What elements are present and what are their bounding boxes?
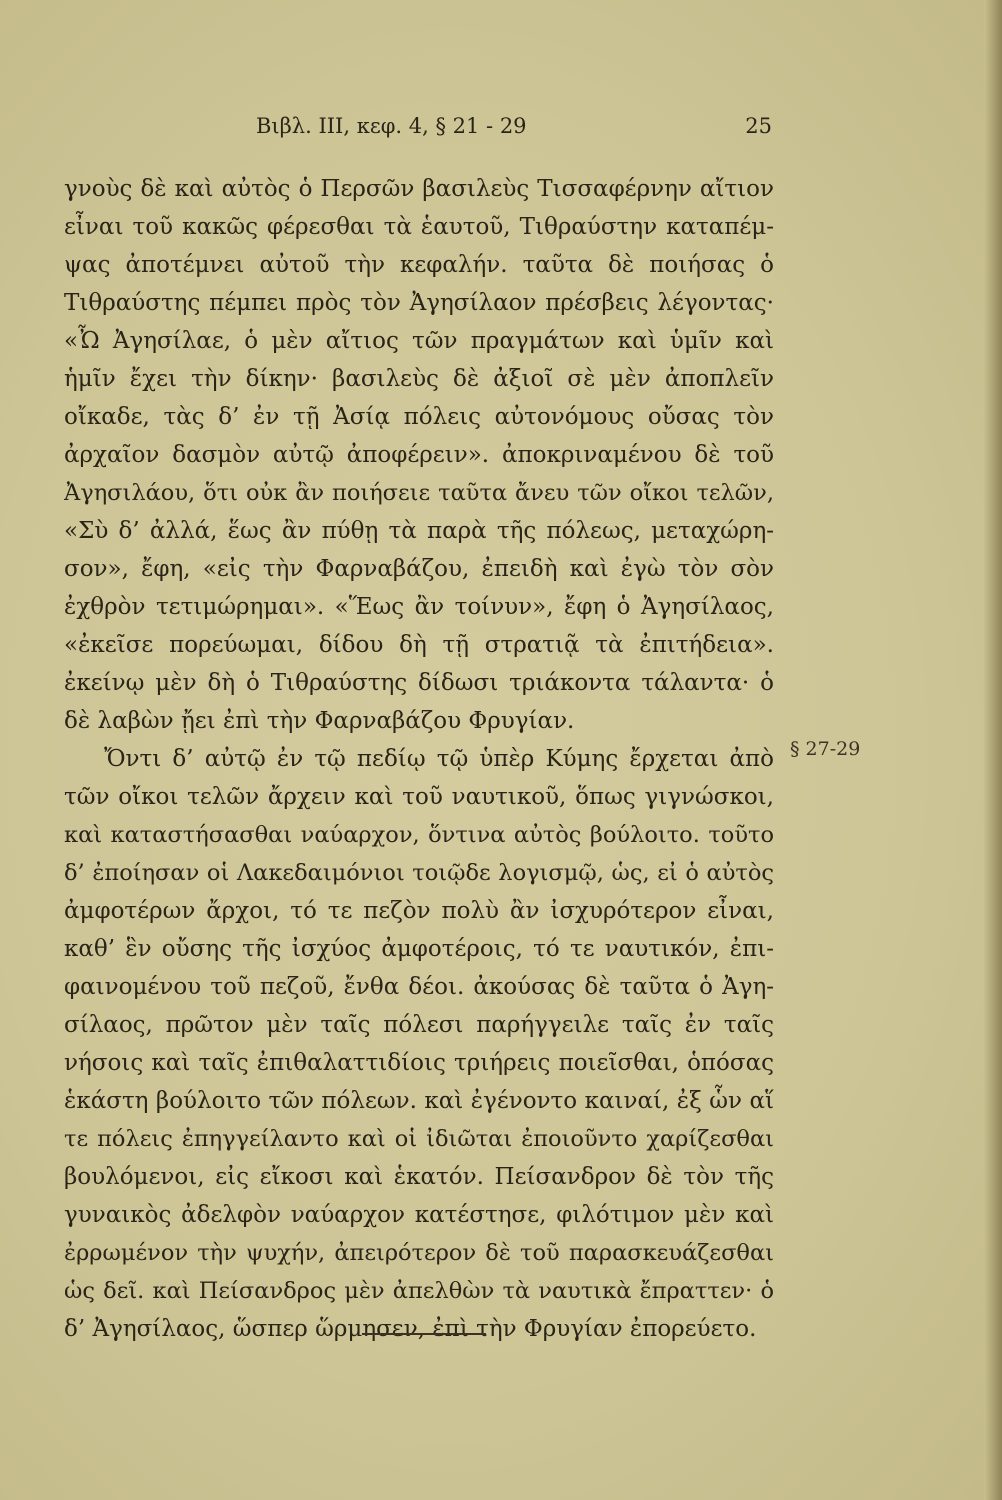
text-line: νήσοις καὶ ταῖς ἐπιθαλαττιδίοις τριήρεις ποιεῖσθαι, ὁπόσας	[64, 1050, 774, 1076]
page-edge-shadow	[984, 0, 1002, 1500]
text-line: γυναικὸς ἀδελφὸν ναύαρχον κατέστησε, φιλότιμον μὲν καὶ	[64, 1202, 774, 1228]
margin-section-note: § 27-29	[790, 738, 861, 760]
text-line: ἐκείνῳ μὲν δὴ ὁ Τιθραύστης δίδωσι τριάκοντα τάλαντα· ὁ	[64, 670, 774, 696]
body-text	[64, 170, 774, 1348]
paragraph-first-line: Ὄντι δ’ αὐτῷ ἐν τῷ πεδίῳ τῷ ὑπὲρ Κύμης ἔρχεται ἀπὸ	[104, 746, 774, 772]
text-line: «Σὺ δ’ ἀλλά, ἕως ἂν πύθῃ τὰ παρὰ τῆς πόλεως, μεταχώρη-	[64, 518, 774, 544]
text-line: σον», ἔφη, «εἰς τὴν Φαρναβάζου, ἐπειδὴ καὶ ἐγὼ τὸν σὸν	[64, 556, 774, 582]
text-line: βουλόμενοι, εἰς εἴκοσι καὶ ἑκατόν. Πείσανδρον δὲ τὸν τῆς	[64, 1164, 774, 1190]
text-line: Ἀγησιλάου, ὅτι οὐκ ἂν ποιήσειε ταῦτα ἄνευ τῶν οἴκοι τελῶν,	[64, 480, 774, 506]
text-line: δ’ ἐποίησαν οἱ Λακεδαιμόνιοι τοιῷδε λογισμῷ, ὡς, εἰ ὁ αὐτὸς	[64, 860, 774, 886]
text-line: δὲ λαβὼν ᾔει ἐπὶ τὴν Φαρναβάζου Φρυγίαν.	[64, 708, 575, 734]
text-line: φαινομένου τοῦ πεζοῦ, ἔνθα δέοι. ἀκούσας δὲ ταῦτα ὁ Ἀγη-	[64, 974, 774, 1000]
text-line: σίλαος, πρῶτον μὲν ταῖς πόλεσι παρήγγειλε ταῖς ἐν ταῖς	[64, 1012, 774, 1038]
text-line: ψας ἀποτέμνει αὐτοῦ τὴν κεφαλήν. ταῦτα δὲ ποιήσας ὁ	[64, 252, 774, 278]
text-line: ὡς δεῖ. καὶ Πείσανδρος μὲν ἀπελθὼν τὰ ναυτικὰ ἔπραττεν· ὁ	[64, 1278, 774, 1304]
text-line: καὶ καταστήσασθαι ναύαρχον, ὅντινα αὐτὸς βούλοιτο. τοῦτο	[64, 822, 774, 848]
text-line: ἡμῖν ἔχει τὴν δίκην· βασιλεὺς δὲ ἀξιοῖ σὲ μὲν ἀποπλεῖν	[64, 366, 774, 392]
end-rule-divider	[362, 1333, 486, 1335]
page-header	[256, 114, 772, 144]
text-line: ἀμφοτέρων ἄρχοι, τό τε πεζὸν πολὺ ἂν ἰσχυρότερον εἶναι,	[64, 898, 774, 924]
text-line: «Ὦ Ἀγησίλαε, ὁ μὲν αἴτιος τῶν πραγμάτων καὶ ὑμῖν καὶ	[64, 328, 774, 354]
running-head: Βιβλ. ΙΙΙ, κεφ. 4, § 21 - 29	[256, 114, 527, 138]
text-line: τε πόλεις ἐπηγγείλαντο καὶ οἱ ἰδιῶται ἐποιοῦντο χαρίζεσθαι	[64, 1126, 774, 1152]
text-line: εἶναι τοῦ κακῶς φέρεσθαι τὰ ἑαυτοῦ, Τιθραύστην καταπέμ-	[64, 214, 774, 240]
text-line: τῶν οἴκοι τελῶν ἄρχειν καὶ τοῦ ναυτικοῦ, ὅπως γιγνώσκοι,	[64, 784, 774, 810]
text-line: καθ’ ἓν οὔσης τῆς ἰσχύος ἀμφοτέροις, τό τε ναυτικόν, ἐπι-	[64, 936, 774, 962]
text-line: οἴκαδε, τὰς δ’ ἐν τῇ Ἀσίᾳ πόλεις αὐτονόμους οὔσας τὸν	[64, 404, 774, 430]
page-number: 25	[745, 114, 772, 138]
text-line: δ’ Ἀγησίλαος, ὥσπερ ὥρμησεν, ἐπὶ τὴν Φρυγίαν ἐπορεύετο.	[64, 1316, 757, 1342]
text-line: ἑκάστη βούλοιτο τῶν πόλεων. καὶ ἐγένοντο καιναί, ἐξ ὧν αἵ	[64, 1088, 774, 1114]
text-line: ἀρχαῖον δασμὸν αὐτῷ ἀποφέρειν». ἀποκριναμένου δὲ τοῦ	[64, 442, 774, 468]
text-line: ἐρρωμένον τὴν ψυχήν, ἀπειρότερον δὲ τοῦ παρασκευάζεσθαι	[64, 1240, 774, 1266]
text-line: γνοὺς δὲ καὶ αὐτὸς ὁ Περσῶν βασιλεὺς Τισσαφέρνην αἴτιον	[64, 176, 774, 202]
text-line: ἐχθρὸν τετιμώρημαι». «Ἕως ἂν τοίνυν», ἔφη ὁ Ἀγησίλαος,	[64, 594, 774, 620]
text-line: Τιθραύστης πέμπει πρὸς τὸν Ἀγησίλαον πρέσβεις λέγοντας·	[64, 290, 774, 316]
text-line: «ἐκεῖσε πορεύωμαι, δίδου δὴ τῇ στρατιᾷ τὰ ἐπιτήδεια».	[64, 632, 774, 658]
